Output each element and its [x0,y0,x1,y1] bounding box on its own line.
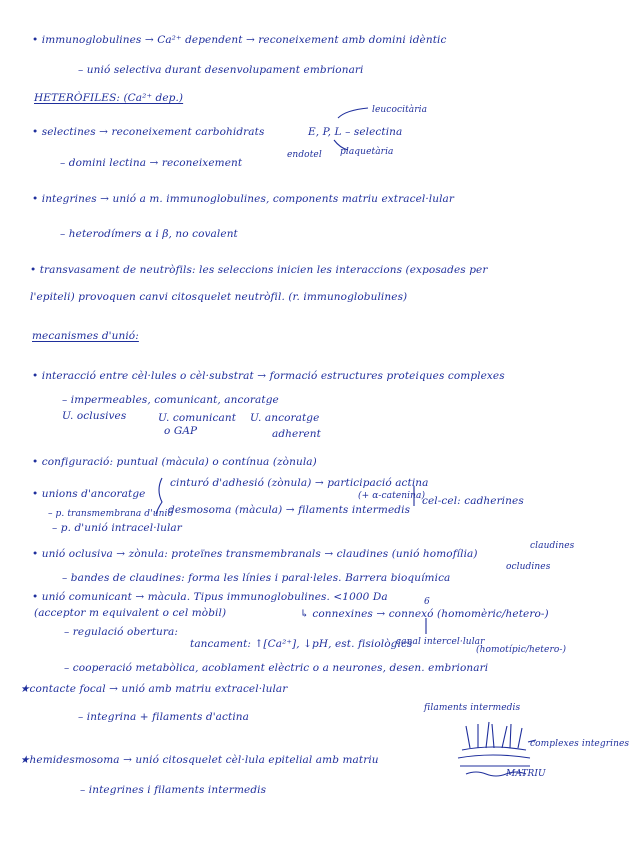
note-cel-cel-cadherines: cel-cel: cadherines [422,495,524,507]
note-u-comunicant: U. comunicant [158,412,237,424]
bracket-plaquetaria [334,140,348,150]
note-acceptor: (acceptor m equivalent o cel mòbil) [34,607,227,619]
note-unions-ancoratge: • unions d'ancoratge [32,488,146,500]
note-selectina-types: E, P, L – selectina [308,126,403,138]
note-canal-intercel: canal intercel·lular [396,637,485,647]
heading-heterofiles: HETERÒFILES: (Ca²⁺ dep.) [34,92,184,104]
note-alpha-catenina: (+ α-catenina) [358,491,426,501]
note-domini-lectina: – domini lectina → reconeixement [60,157,243,169]
note-hemidesmosoma: ★hemidesmosoma → unió citosquelet cèl·lula epitelial amb matriu [20,754,379,766]
bracket-leucocitaria [338,108,368,118]
note-contacte-focal: ★contacte focal → unió amb matriu extracel·lular [20,683,288,695]
figure-label-matriu: MATRIU [506,769,546,779]
note-claudines: claudines [530,541,575,551]
note-immunoglobulines: • immunoglobulines → Ca²⁺ dependent → reconeixement amb domini idèntic [32,34,447,46]
note-configuracio: • configuració: puntual (màcula) o contínua (zònula) [32,456,317,468]
note-integrines: • integrines → unió a m. immunoglobulines, components matriu extracel·lular [32,193,455,205]
note-u-oclusives: U. oclusives [62,410,127,422]
note-interaccio: • interacció entre cèl·lules o cèl·substrat → formació estructures proteiques complexes [32,370,505,382]
note-transvasament: • transvasament de neutròfils: les seleccions inicien les interaccions (exposades per [30,264,488,276]
note-adherent: adherent [272,428,321,440]
note-ocludines: ocludines [506,562,551,572]
note-impermeables: – impermeables, comunicant, ancoratge [62,394,279,406]
note-cinturo-adhesio: cinturó d'adhesió (zònula) → participació actina [170,477,429,489]
figure-label-complexes: complexes integrines [530,739,629,749]
note-union-selectiva: – unió selectiva durant desenvolupament embrionari [78,64,364,76]
note-selectines: • selectines → reconeixement carbohidrats [32,126,265,138]
note-plaquetaria: plaquetària [340,147,394,157]
note-tancament: tancament: ↑[Ca²⁺], ↓pH, est. fisiològics [190,638,413,650]
note-homotipic: (homotípic/hetero-) [476,645,567,655]
note-u-ancoratge: U. ancoratge [250,412,320,424]
note-bandes-claudines: – bandes de claudines: forma les línies i paral·leles. Barrera bioquímica [62,572,451,584]
hemidesmosoma-sketch [458,722,536,776]
note-connexines: ↳ connexines → connexó (homomèric/hetero-) [300,608,549,620]
note-integrines-filaments: – integrines i filaments intermedis [80,784,267,796]
note-leucocitaria: leucocitària [372,105,428,115]
note-p-unio-intracel: – p. d'unió intracel·lular [52,522,182,534]
brace-ancoratge [156,478,162,514]
note-unio-oclusiva: • unió oclusiva → zònula: proteïnes transmembranals → claudines (unió homofília) [32,548,478,560]
note-six: 6 [424,597,430,607]
note-unio-comunicant: • unió comunicant → màcula. Tipus immunoglobulines. <1000 Da [32,591,388,603]
note-integrina-actina: – integrina + filaments d'actina [78,711,250,723]
note-desmosoma: desmosoma (màcula) → filaments intermedis [168,504,411,516]
note-gap: o GAP [164,425,198,437]
heading-mecanismes: mecanismes d'unió: [32,330,139,342]
note-regulacio: – regulació obertura: [64,626,178,638]
figure-label-filaments: filaments intermedis [424,703,521,713]
note-p-transmembrana: – p. transmembrana d'unió [48,509,174,519]
note-heterodimers: – heterodímers α i β, no covalent [60,228,238,240]
note-cooperacio: – cooperació metabòlica, acoblament elèctric o a neurones, desen. embrionari [64,662,489,674]
note-epiteli: l'epiteli) provoquen canvi citosquelet neutròfil. (r. immunoglobulines) [30,291,408,303]
note-endotel: endotel [287,150,322,160]
